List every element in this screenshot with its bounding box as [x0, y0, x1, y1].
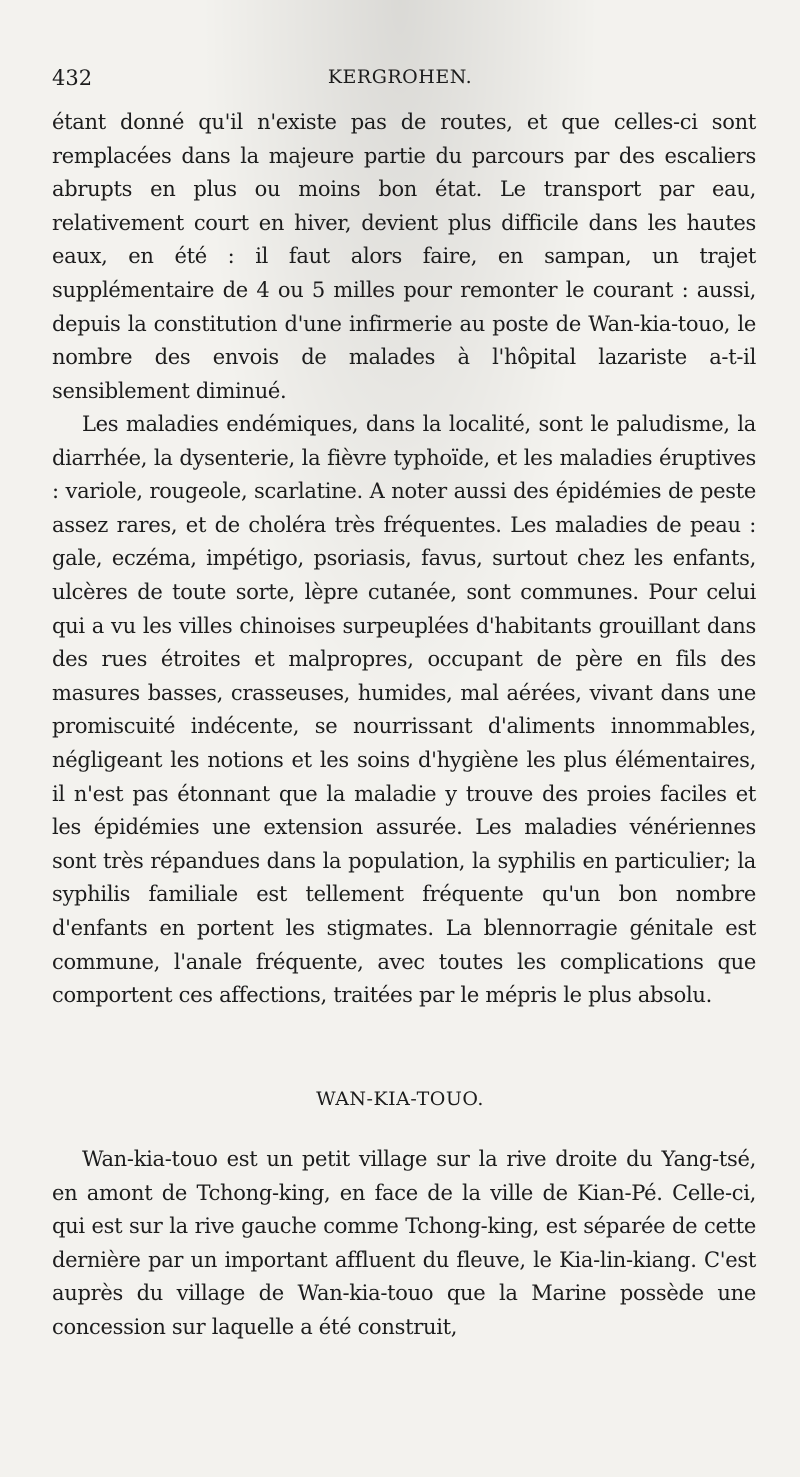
paragraph-continued	[52, 106, 756, 408]
paragraph-wan-kia-touo	[52, 1143, 756, 1345]
running-head: KERGROHEN.	[327, 66, 473, 88]
paragraph-endemic-diseases	[52, 408, 756, 1013]
paragraph-text: étant donné qu'il n'existe pas de routes, et que celles-ci sont remplacées dans la majeure partie du parcours par des escaliers abrupts en plus ou moins bon état. Le transport par eau, relativement court en hiver, devient plus difficile dans les hautes eaux, en été : il faut alors faire, en sampan, un trajet supplémentaire de 4 ou 5 milles pour remonter le courant : aussi, depuis la constitution d'une infirmerie au poste de Wan-kia-touo, le nombre des envois de malades à l'hôpital lazariste a-t-il sensiblement diminué.	[52, 110, 756, 403]
page-number: 432	[52, 66, 93, 90]
page-header	[52, 66, 748, 94]
paragraph-text: Les maladies endémiques, dans la localité, sont le paludisme, la diarrhée, la dysenterie, la fièvre typhoïde, et les maladies éruptives : variole, rougeole, scarlatine. A noter aussi des épidémies de peste assez rares, et de choléra très fréquentes. Les maladies de peau : gale, eczéma, impétigo, psoriasis, favus, surtout chez les enfants, ulcères de toute sorte, lèpre cutanée, sont communes. Pour celui qui a vu les villes chinoises surpeuplées d'habitants grouillant dans des rues étroites et malpropres, occupant de père en fils des masures basses, crasseuses, humides, mal aérées, vivant dans une promiscuité indécente, se nourrissant d'aliments innommables, négligeant les notions et les soins d'hygiène les plus élémentaires, il n'est pas étonnant que la maladie y trouve des proies faciles et les épidémies une extension assurée. Les maladies vénériennes sont très répandues dans la population, la syphilis en particulier; la syphilis familiale est tellement fréquente qu'un bon nombre d'enfants en portent les stigmates. La blennorragie génitale est commune, l'anale fréquente, avec toutes les complications que comportent ces affections, traitées par le mépris le plus absolu.	[52, 412, 756, 1008]
section-title: WAN-KIA-TOUO.	[316, 1088, 484, 1110]
paragraph-text: Wan-kia-touo est un petit village sur la rive droite du Yang-tsé, en amont de Tchong-king, en face de la ville de Kian-Pé. Celle-ci, qui est sur la rive gauche comme Tchong-king, est séparée de cette dernière par un important affluent du fleuve, le Kia-lin-kiang. C'est auprès du village de Wan-kia-touo que la Marine possède une concession sur laquelle a été construit,	[52, 1147, 756, 1339]
